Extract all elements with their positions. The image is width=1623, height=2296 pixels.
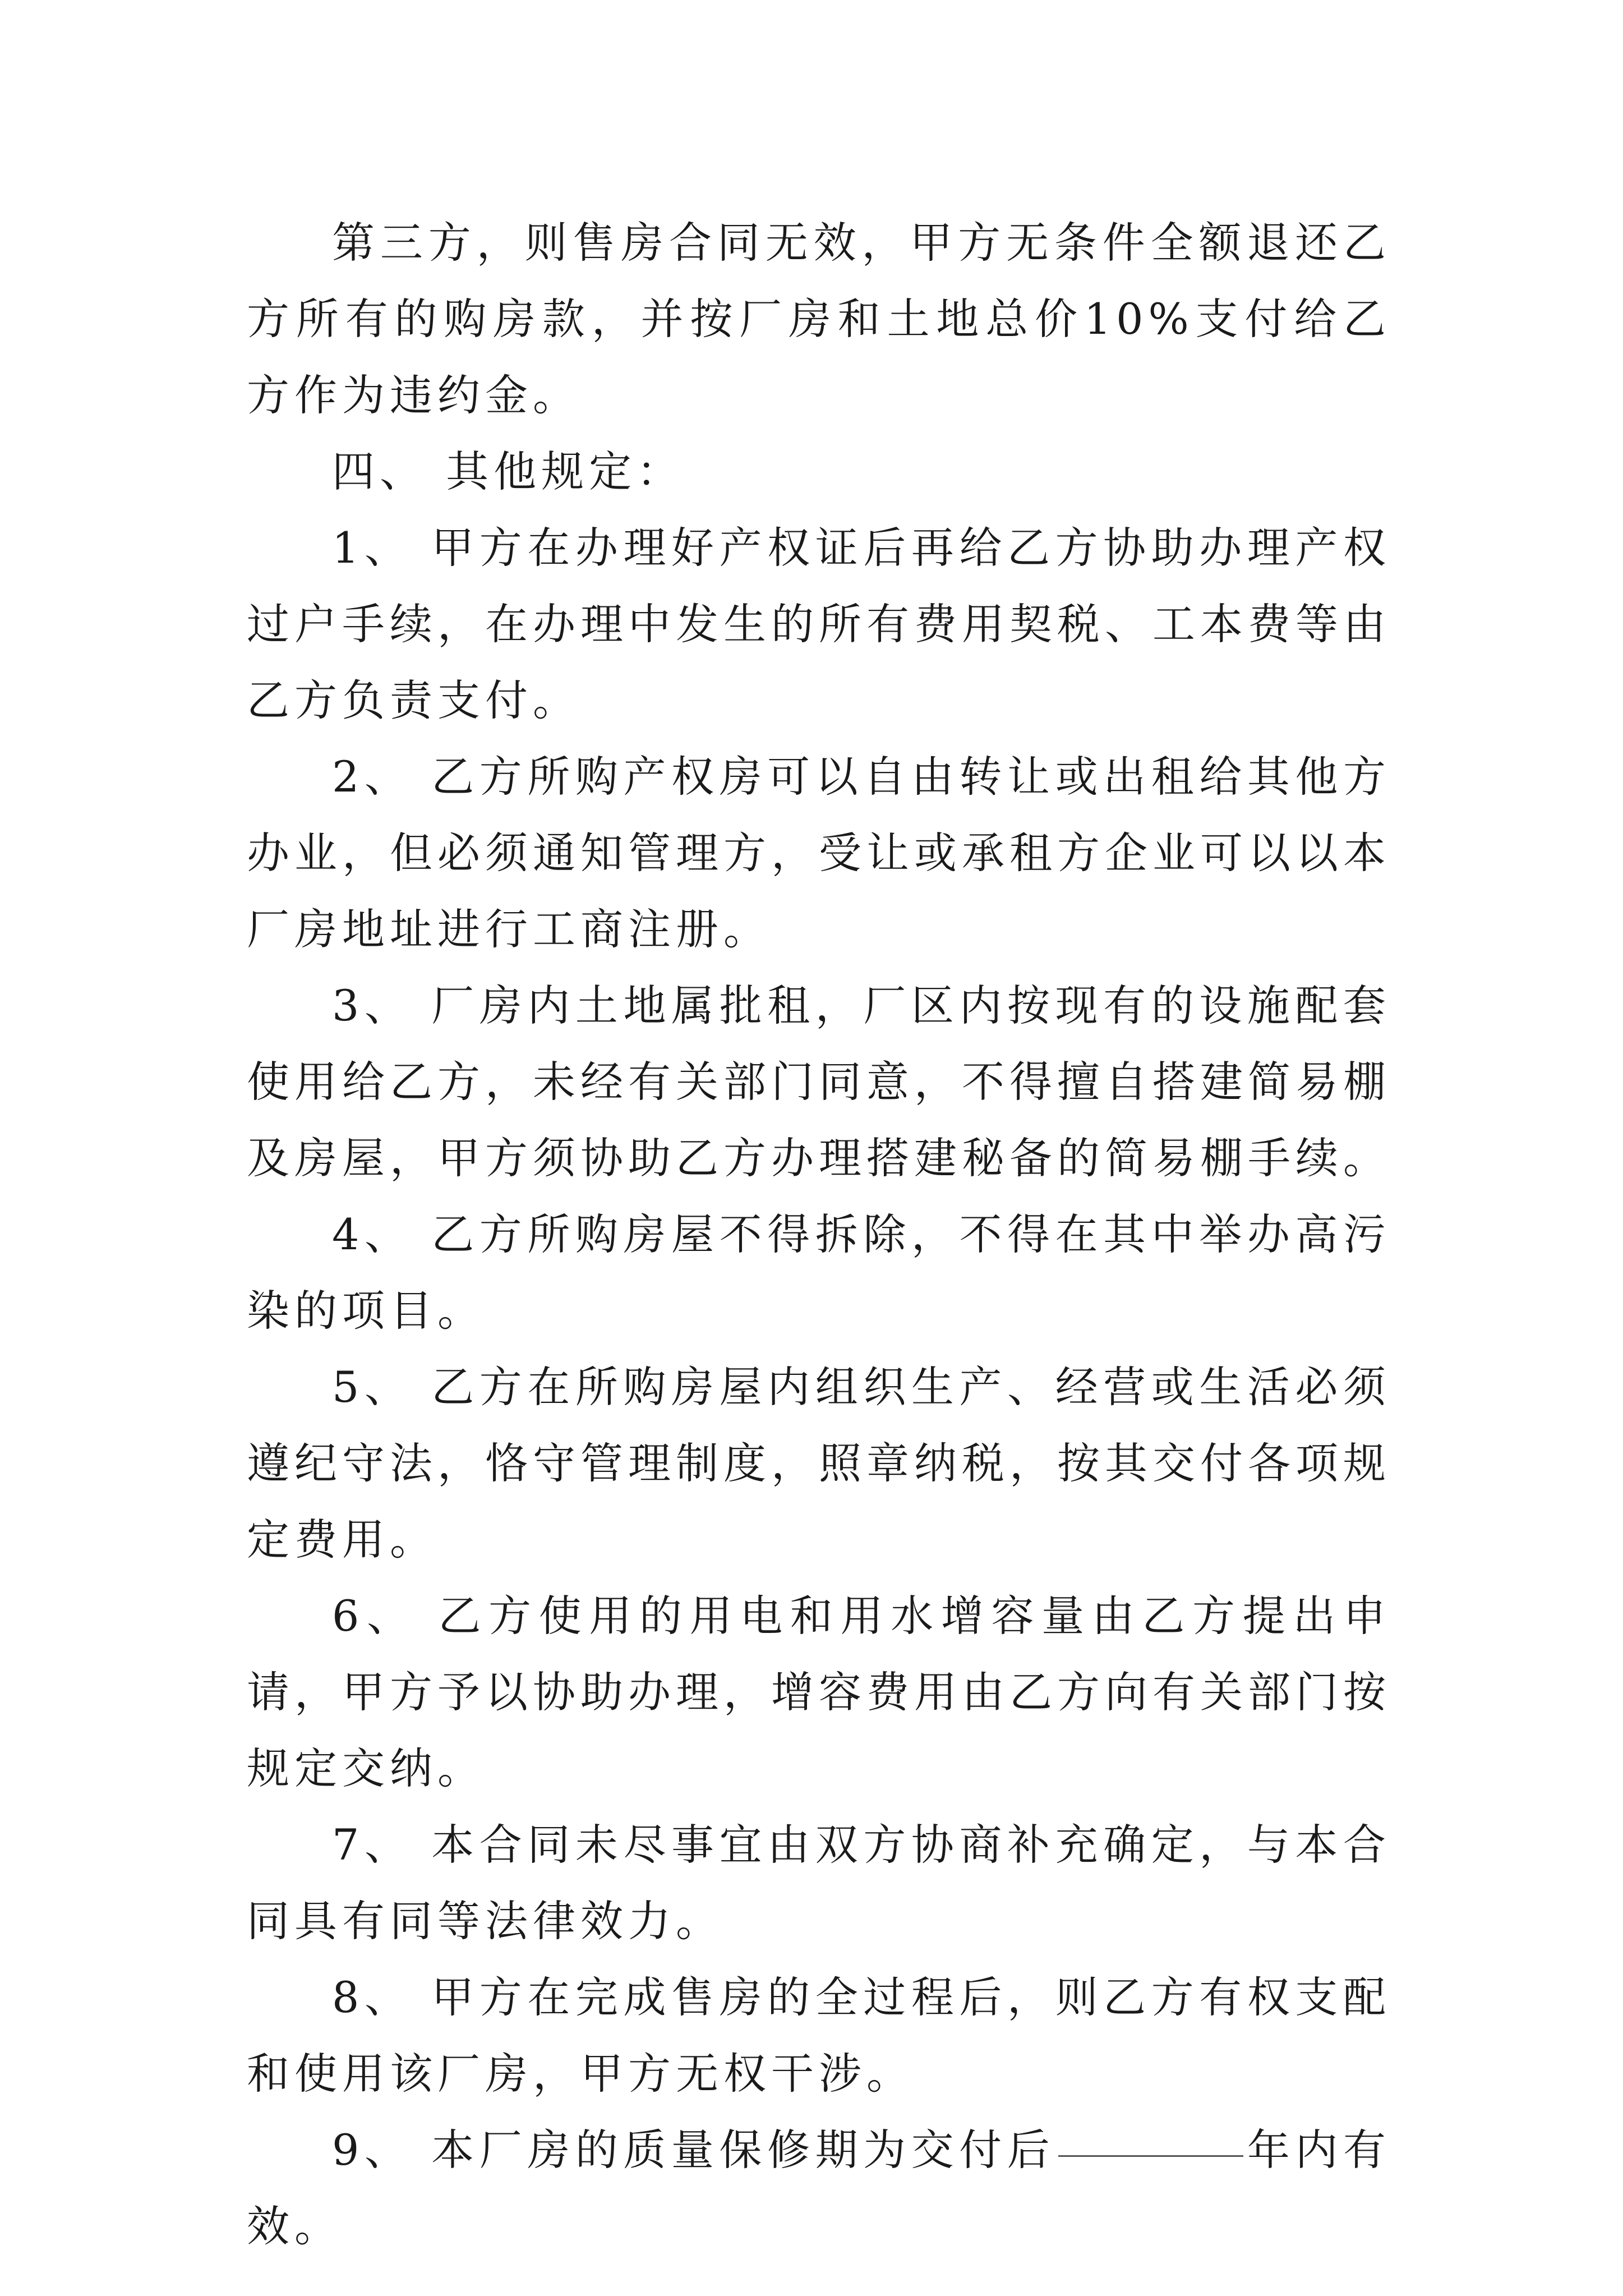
section-heading-other-provisions: 四、 其他规定： (332, 447, 685, 496)
document-body (247, 205, 1391, 2265)
clause-9-text-after: 年内有效。 (247, 2125, 1391, 2251)
clause-3: 3、 厂房内土地属批租，厂区内按现有的设施配套使用给乙方，未经有关部门同意，不得擅自搭建简易棚及房屋，甲方须协助乙方办理搭建秘备的简易棚手续。 (247, 981, 1391, 1183)
clause-9-text-before: 9、 本厂房的质量保修期为交付后 (332, 2125, 1055, 2175)
clause-5: 5、 乙方在所购房屋内组织生产、经营或生活必须遵纪守法，恪守管理制度，照章纳税，按其交付各项规定费用。 (247, 1362, 1391, 1565)
clause-1: 1、 甲方在办理好产权证后再给乙方协助办理产权过户手续，在办理中发生的所有费用契税、工本费等由乙方负责支付。 (247, 523, 1391, 725)
fill-in-blank[interactable] (1058, 2155, 1243, 2157)
clause-7: 7、 本合同未尽事宜由双方协商补充确定，与本合同具有同等法律效力。 (247, 1820, 1391, 1946)
clause-9 (247, 2112, 1391, 2265)
clause-4: 4、 乙方所购房屋不得拆除，不得在其中举办高污染的项目。 (247, 1209, 1391, 1336)
clause-8: 8、 甲方在完成售房的全过程后，则乙方有权支配和使用该厂房，甲方无权干涉。 (247, 1972, 1391, 2099)
clause-6: 6、 乙方使用的用电和用水增容量由乙方提出申请，甲方予以协助办理，增容费用由乙方向有关部门按规定交纳。 (247, 1591, 1391, 1793)
clause-2: 2、 乙方所购产权房可以自由转让或出租给其他方办业，但必须通知管理方，受让或承租方企业可以以本厂房地址进行工商注册。 (247, 752, 1391, 954)
paragraph-penalty-clause: 第三方，则售房合同无效，甲方无条件全额退还乙方所有的购房款，并按厂房和土地总价10%支付给乙方作为违约金。 (247, 218, 1391, 420)
